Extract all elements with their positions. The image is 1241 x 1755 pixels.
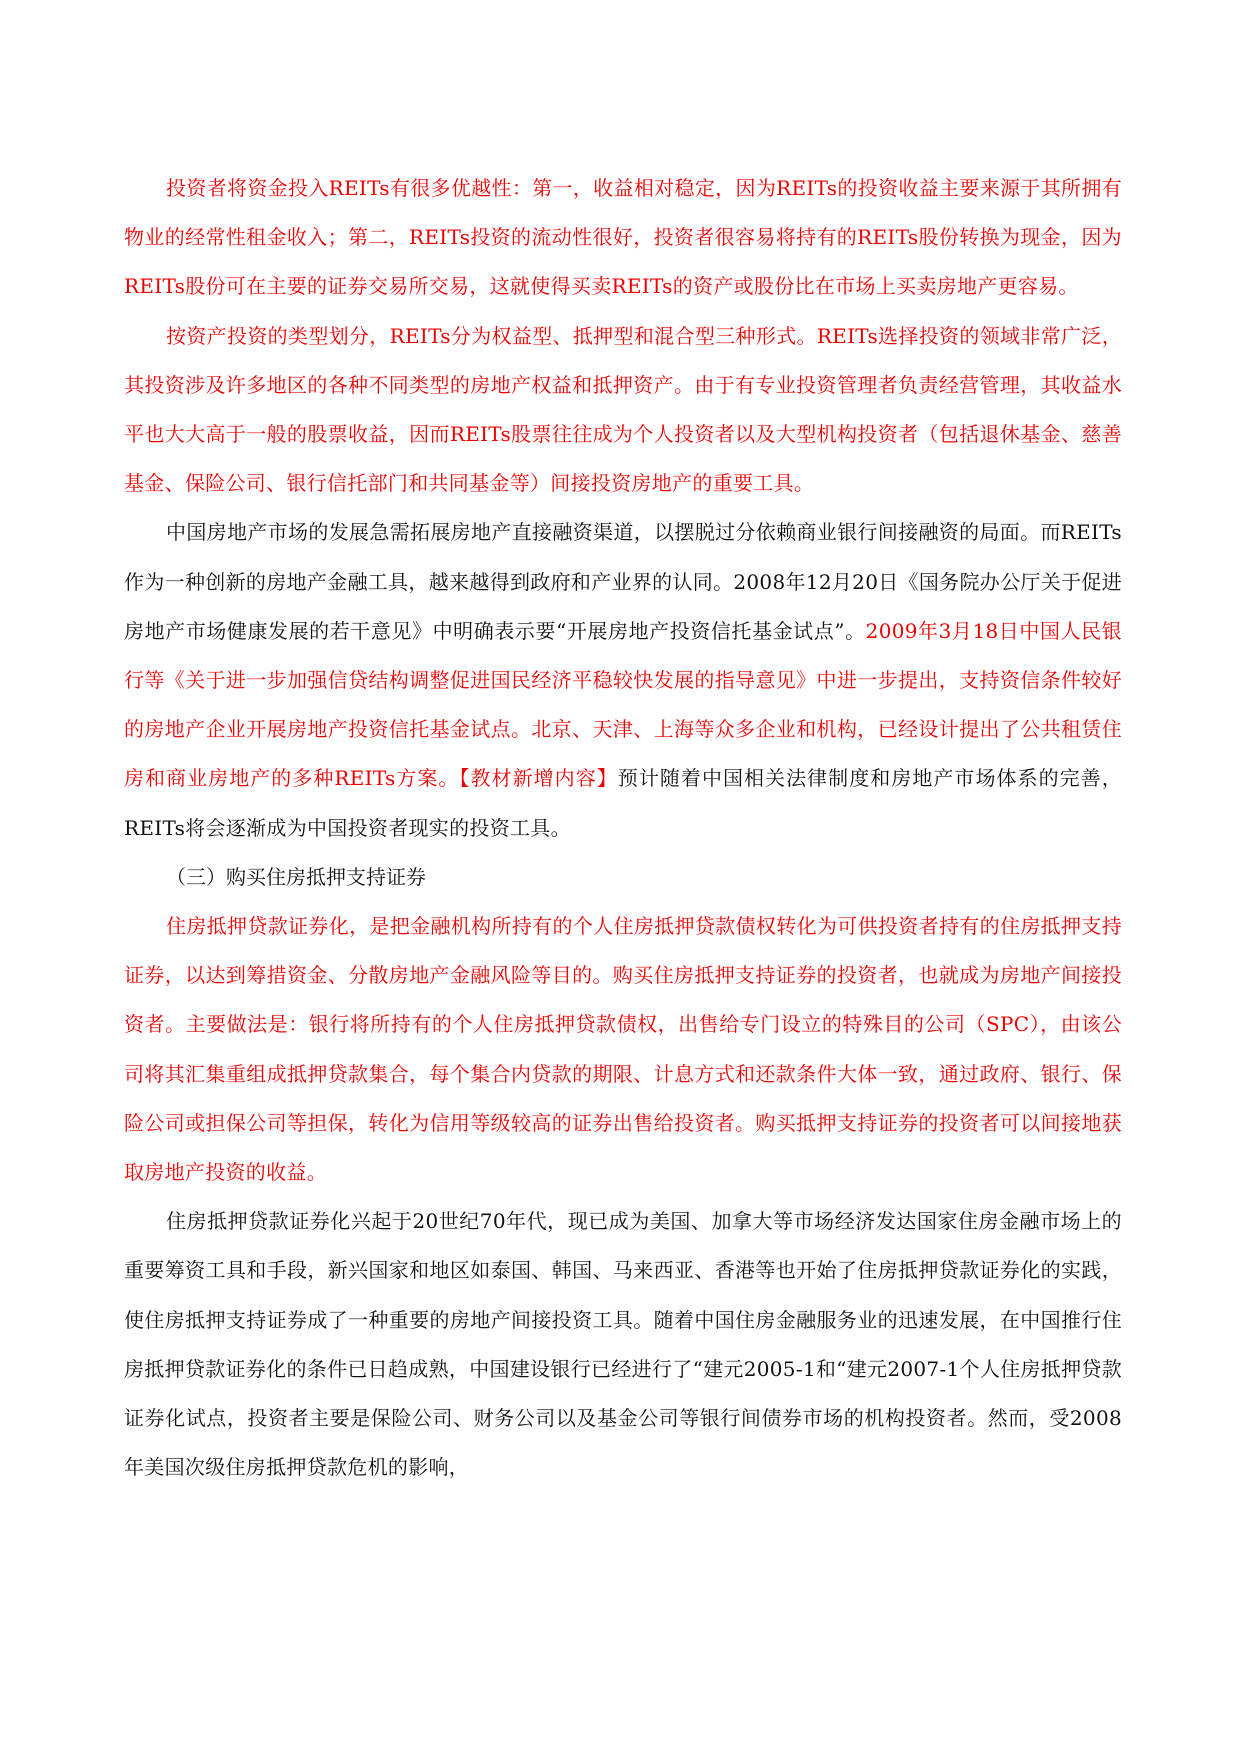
paragraph-mbs-history: 住房抵押贷款证券化兴起于20世纪70年代，现已成为美国、加拿大等市场经济发达国家住房金融市场上的重要筹资工具和手段，新兴国家和地区如泰国、韩国、马来西亚、香港等也开始了住房抵押贷款证券化的实践，使住房抵押支持证券成了一种重要的房地产间接投资工具。随着中国住房金融服务业的迅速发展，在中国推行住房抵押贷款证券化的条件已日趋成熟，中国建设银行已经进行了“建元2005-1和“建元2007-1个人住房抵押贷款证券化试点，投资者主要是保险公司、财务公司以及基金公司等银行间债券市场的机构投资者。然而，受2008年美国次级住房抵押贷款危机的影响， (124, 1209, 1122, 1480)
paragraph-china-reits (124, 508, 1122, 852)
paragraph-reits-types: 按资产投资的类型划分，REITs分为权益型、抵押型和混合型三种形式。REITs选择投资的领域非常广泛，其投资涉及许多地区的各种不同类型的房地产权益和抵押资产。由于有专业投资管理者负责经营管理，其收益水平也大大高于一般的股票收益，因而REITs股票往往成为个人投资者以及大型机构投资者（包括退休基金、慈善基金、保险公司、银行信托部门和共同基金等）间接投资房地产的重要工具。 (124, 323, 1122, 496)
paragraph-china-reits-part3: 预计随着中国相关法律制度和房地产市场体系的完善，REITs将会逐渐成为中国投资者现实的投资工具。 (124, 766, 1122, 840)
paragraph-china-reits-part1: 中国房地产市场的发展急需拓展房地产直接融资渠道，以摆脱过分依赖商业银行间接融资的局面。而REITs作为一种创新的房地产金融工具，越来越得到政府和产业界的认同。2008年12月20日《国务院办公厅关于促进房地产市场健康发展的若干意见》中明确表示要“开展房地产投资信托基金试点”。 (124, 520, 1122, 643)
paragraph-mbs-definition: 住房抵押贷款证券化，是把金融机构所持有的个人住房抵押贷款债权转化为可供投资者持有的住房抵押支持证券，以达到筹措资金、分散房地产金融风险等目的。购买住房抵押支持证券的投资者，也就成为房地产间接投资者。主要做法是：银行将所持有的个人住房抵押贷款债权，出售给专门设立的特殊目的公司（SPC），由该公司将其汇集重组成抵押贷款集合，每个集合内贷款的期限、计息方式和还款条件大体一致，通过政府、银行、保险公司或担保公司等担保，转化为信用等级较高的证券出售给投资者。购买抵押支持证券的投资者可以间接地获取房地产投资的收益。 (124, 914, 1122, 1185)
paragraph-china-reits-part2: 2009年3月18日中国人民银行等《关于进一步加强信贷结构调整促进国民经济平稳较快发展的指导意见》中进一步提出，支持资信条件较好的房地产企业开展房地产投资信托基金试点。北京、天津、上海等众多企业和机构，已经设计提出了公共租赁住房和商业房地产的多种REITs方案。【教材新增内容】 (124, 618, 1122, 791)
section-heading-mbs: （三）购买住房抵押支持证券 (166, 864, 426, 889)
document-page (124, 164, 1122, 1492)
paragraph-reits-advantages: 投资者将资金投入REITs有很多优越性：第一，收益相对稳定，因为REITs的投资收益主要来源于其所拥有物业的经常性租金收入；第二，REITs投资的流动性很好，投资者很容易将持有的REITs股份转换为现金，因为REITs股份可在主要的证券交易所交易，这就使得买卖REITs的资产或股份比在市场上买卖房地产更容易。 (124, 176, 1122, 299)
